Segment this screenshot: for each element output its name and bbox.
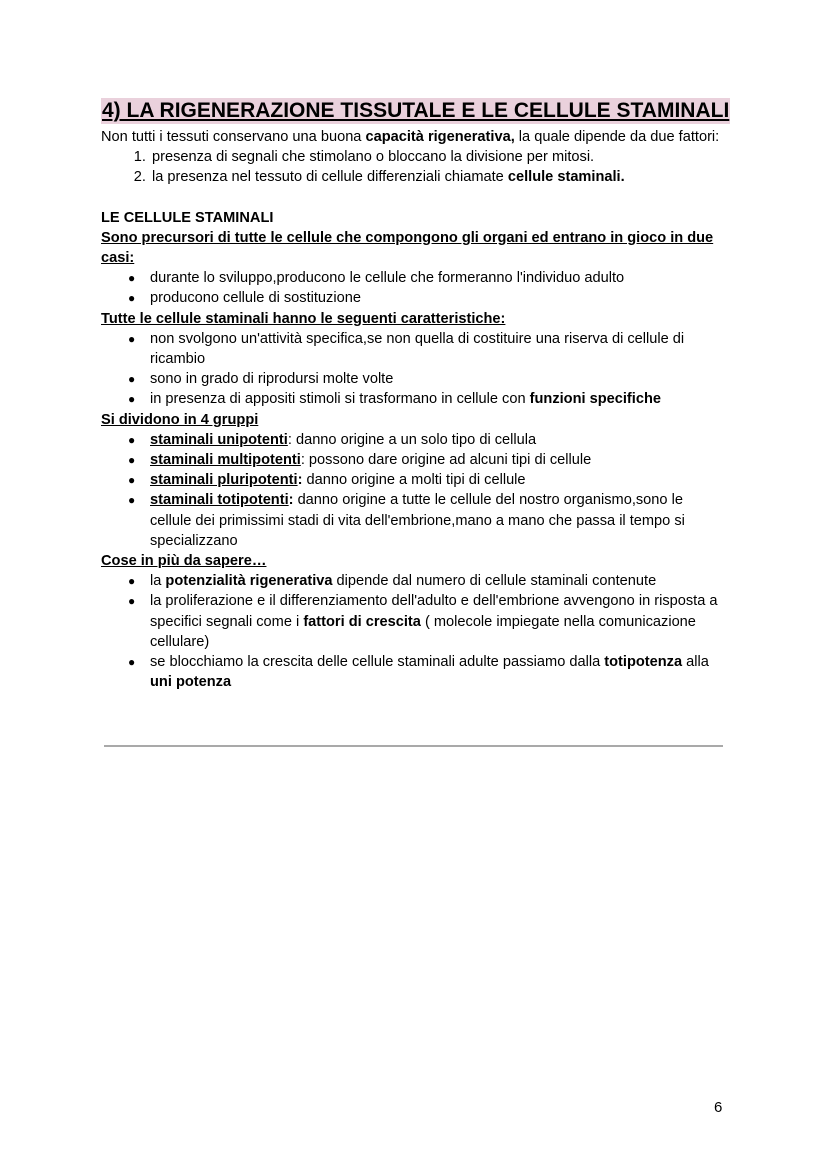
group-description: danno origine a un solo tipo di cellula: [291, 431, 537, 448]
characteristics-list: [101, 329, 726, 410]
bullet-icon: ●: [128, 271, 136, 286]
intro-bold-term: capacità rigenerativa,: [365, 129, 515, 145]
list-item: [101, 268, 726, 288]
extra-list: [101, 571, 726, 692]
list-item-text: se blocchiamo la crescita delle cellule staminali adulte passiamo dalla: [150, 654, 605, 671]
list-item-bold: funzioni specifiche: [529, 391, 661, 408]
group-term: staminali unipotenti: [150, 431, 288, 448]
section-heading: [101, 208, 726, 228]
list-item-bold: fattori di crescita: [303, 613, 421, 630]
group-term: staminali multipotenti: [150, 452, 301, 469]
characteristics-heading-text: Tutte le cellule staminali hanno le seguenti caratteristiche:: [101, 310, 506, 327]
bullet-icon: ●: [128, 655, 136, 670]
list-item-text: la: [150, 573, 166, 590]
bullet-icon: ●: [128, 372, 136, 387]
list-item-bold: uni potenza: [150, 674, 232, 691]
factor-text: la presenza nel tessuto di cellule differenziali chiamate: [152, 169, 508, 186]
precursors-heading-text: Sono precursori di tutte le cellule che compongono gli organi ed entrano in gioco in due casi:: [101, 229, 714, 267]
page-number: 6: [714, 1099, 723, 1116]
group-colon: :: [288, 492, 294, 509]
group-term: staminali totipotenti: [150, 492, 289, 509]
extra-heading-text: Cose in più da sapere…: [101, 553, 267, 570]
bullet-icon: ●: [128, 574, 136, 589]
group-colon: :: [297, 472, 303, 489]
list-item-text: la proliferazione e il differenziamento dell'adulto e dell'embrione avvengono in risposta a specifici segnali come i: [150, 593, 718, 630]
groups-heading: [101, 410, 726, 430]
list-item: [101, 490, 726, 551]
bullet-icon: ●: [128, 453, 136, 468]
list-item-text: sono in grado di riprodursi molte volte: [150, 371, 394, 388]
list-item: [101, 389, 726, 409]
group-description: danno origine a tutte le cellule del nostro organismo,sono le cellule dei primissimi stadi di vita dell'embrione,mano a mano che passa il tempo si specializzano: [150, 492, 685, 549]
list-item: [101, 652, 726, 692]
list-item-bold: potenzialità rigenerativa: [165, 573, 333, 590]
list-item: [101, 591, 726, 652]
list-item: [101, 288, 726, 308]
group-description: possono dare origine ad alcuni tipi di cellule: [304, 452, 592, 469]
list-item: [101, 430, 726, 450]
horizontal-rule: [104, 745, 723, 747]
bullet-icon: ●: [128, 493, 136, 508]
group-description: danno origine a molti tipi di cellule: [302, 472, 526, 489]
factors-list: [101, 147, 726, 187]
list-item-text: durante lo sviluppo,producono le cellule che formeranno l'individuo adulto: [150, 270, 625, 287]
group-colon: :: [287, 431, 292, 448]
list-item: [101, 369, 726, 389]
extra-heading: [101, 551, 726, 571]
bullet-icon: ●: [128, 473, 136, 488]
list-item-text: producono cellule di sostituzione: [150, 290, 361, 307]
bullet-icon: ●: [128, 331, 136, 346]
list-item-text: dipende dal numero di cellule staminali contenute: [332, 573, 657, 590]
list-item: [101, 470, 726, 490]
factor-bold: cellule staminali.: [507, 169, 625, 186]
group-colon: :: [300, 452, 305, 469]
factor-item: [150, 147, 726, 167]
groups-heading-text: Si dividono in 4 gruppi: [101, 411, 259, 428]
characteristics-heading: [101, 309, 726, 329]
page-title: 4) LA RIGENERAZIONE TISSUTALE E LE CELLULE STAMINALI: [102, 99, 730, 122]
bullet-icon: ●: [128, 392, 136, 407]
list-item-text: alla: [682, 654, 709, 671]
list-item: [101, 571, 726, 591]
group-term: staminali pluripotenti: [150, 472, 298, 489]
section-heading-text: LE CELLULE STAMINALI: [101, 209, 274, 226]
factor-item: [150, 167, 726, 187]
list-item: [101, 329, 726, 369]
intro-paragraph: [101, 127, 726, 147]
list-item-text: non svolgono un'attività specifica,se non quella di costituire una riserva di cellule di ricambio: [150, 330, 685, 368]
list-item-text: ( molecole impiegate nella comunicazione cellulare): [150, 613, 696, 650]
list-item-text: in presenza di appositi stimoli si trasformano in cellule con: [150, 391, 530, 408]
list-item: [101, 450, 726, 470]
groups-list: [101, 430, 726, 551]
spacer: [101, 188, 726, 208]
precursors-heading: [101, 228, 726, 268]
bullet-icon: ●: [128, 594, 136, 609]
list-item-bold: totipotenza: [604, 654, 683, 671]
intro-text-end: la quale dipende da due fattori:: [514, 129, 720, 145]
bullet-icon: ●: [128, 432, 136, 447]
factor-text: presenza di segnali che stimolano o bloccano la divisione per mitosi.: [152, 149, 595, 166]
bullet-icon: ●: [128, 291, 136, 306]
precursors-list: [101, 268, 726, 308]
page-content: [101, 98, 730, 692]
intro-text: Non tutti i tessuti conservano una buona: [101, 129, 366, 145]
